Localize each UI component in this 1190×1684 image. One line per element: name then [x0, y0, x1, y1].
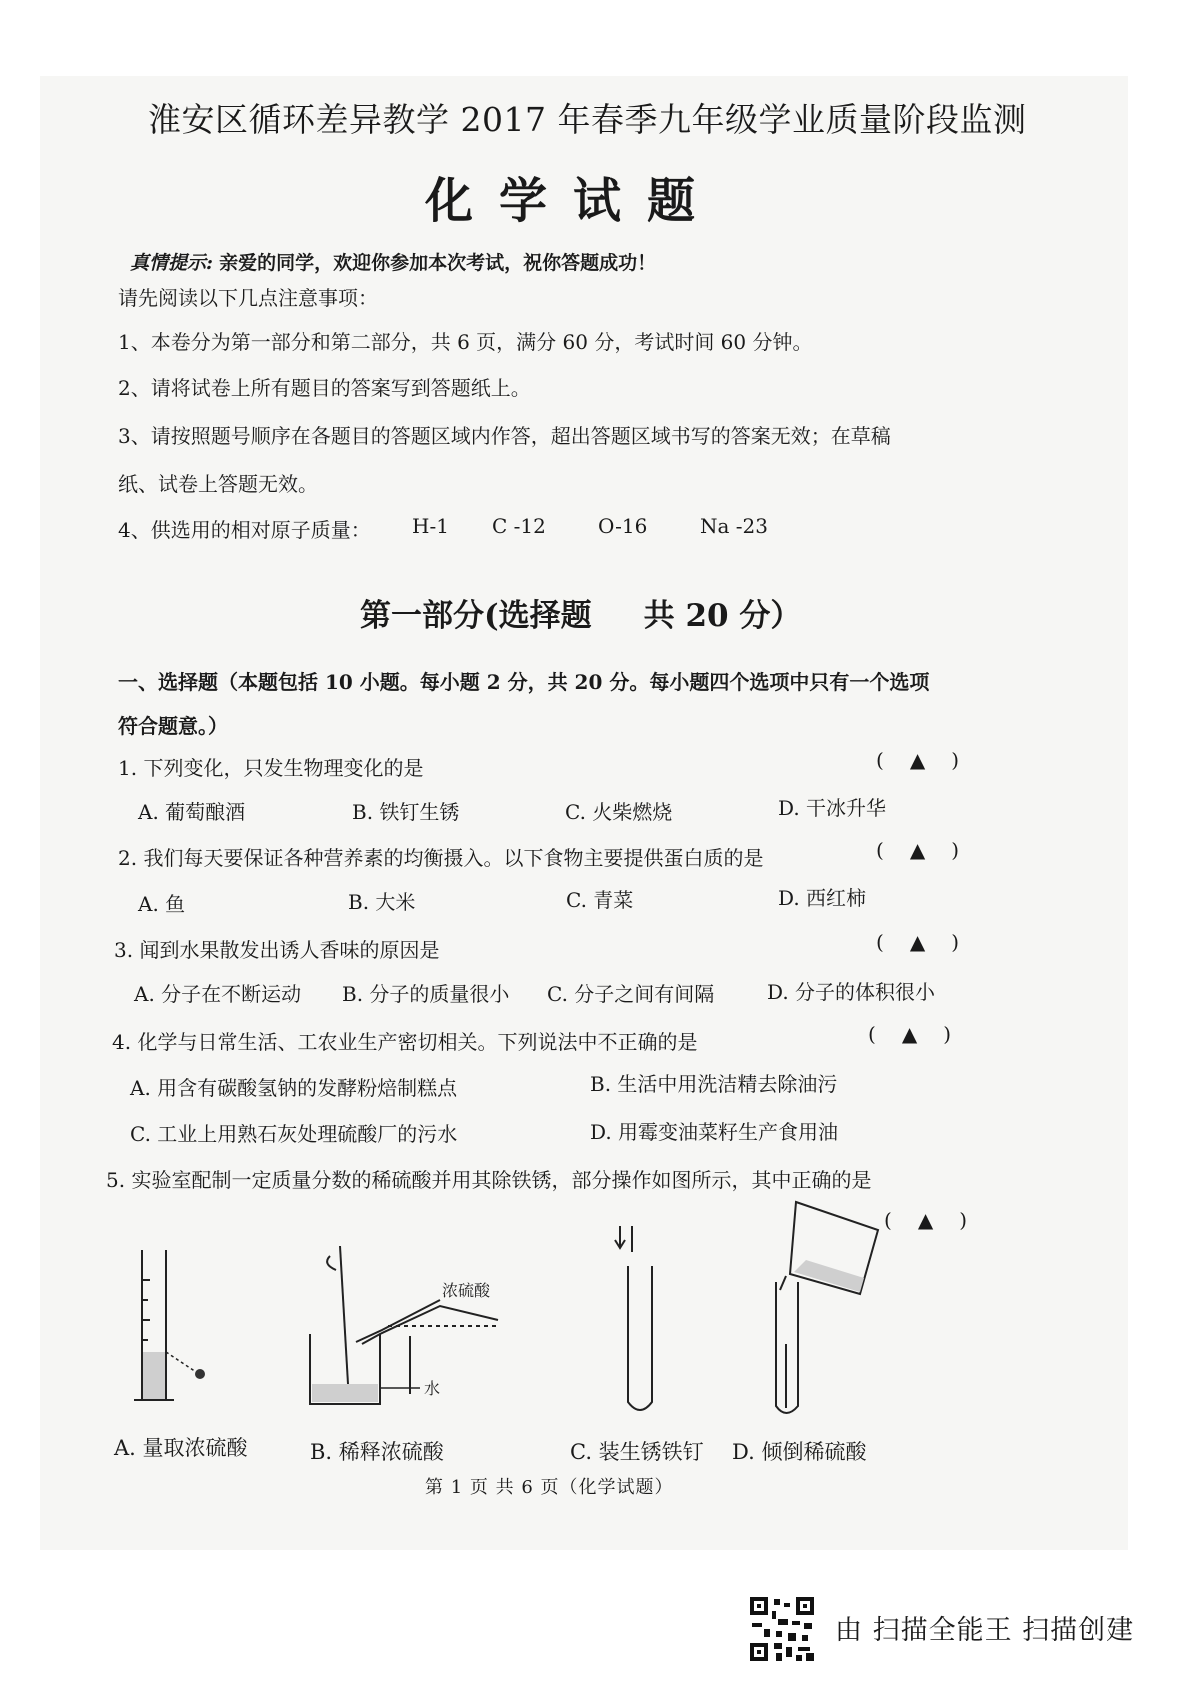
answer-mark-icon: ▲	[917, 1208, 934, 1232]
atomic-mass-c: C -12	[492, 514, 546, 538]
exam-subtitle: 淮安区循环差异教学 2017 年春季九年级学业质量阶段监测	[148, 100, 1027, 139]
atomic-mass-o: O-16	[598, 514, 648, 538]
question-4-option-c: C. 工业上用熟石灰处理硫酸厂的污水	[130, 1122, 458, 1146]
question-1-option-d: D. 干冰升华	[778, 796, 887, 820]
question-3-stem: 3. 闻到水果散发出诱人香味的原因是	[114, 938, 440, 962]
page-footer: 第 1 页 共 6 页（化学试题）	[425, 1477, 674, 1498]
question-3-answer-blank: ( ▲ )	[876, 930, 960, 954]
section-heading	[360, 590, 801, 635]
answer-mark-icon: ▲	[901, 1022, 918, 1046]
notice-item-3: 3、请按照题号顺序在各题目的答题区域内作答，超出答题区域书写的答案无效；在草稿	[118, 424, 891, 448]
figure-b-acid-label: 浓硫酸	[442, 1281, 491, 1300]
question-4-option-d: D. 用霉变油菜籽生产食用油	[590, 1120, 839, 1144]
scanner-watermark: 由 扫描全能王 扫描创建	[835, 1615, 1135, 1646]
figure-d-caption: D. 倾倒稀硫酸	[732, 1440, 867, 1464]
question-4-option-b: B. 生活中用洗洁精去除油污	[590, 1072, 838, 1096]
answer-mark-icon: ▲	[909, 838, 926, 862]
question-2-option-a: A. 鱼	[138, 892, 186, 916]
notice-item-2: 2、请将试卷上所有题目的答案写到答题纸上。	[118, 376, 531, 400]
question-2-answer-blank: ( ▲ )	[876, 838, 960, 862]
figure-d-pouring	[760, 1194, 900, 1424]
question-3-option-d: D. 分子的体积很小	[767, 980, 936, 1004]
question-5-stem: 5. 实验室配制一定质量分数的稀硫酸并用其除铁锈，部分操作如图所示，其中正确的是	[106, 1168, 872, 1192]
tip-text: 亲爱的同学，欢迎你参加本次考试，祝你答题成功！	[219, 252, 657, 274]
exam-title: 化学试题	[425, 173, 722, 229]
answer-mark-icon: ▲	[909, 930, 926, 954]
question-1-option-c: C. 火柴燃烧	[565, 800, 673, 824]
question-1-answer-blank: ( ▲ )	[876, 748, 960, 772]
question-3-option-b: B. 分子的质量很小	[342, 982, 510, 1006]
question-1-option-a: A. 葡萄酿酒	[138, 800, 246, 824]
figure-b-dilution	[300, 1234, 520, 1414]
question-4-stem: 4. 化学与日常生活、工农业生产密切相关。下列说法中不正确的是	[112, 1030, 698, 1054]
tip-line	[130, 248, 656, 275]
notice-item-3-cont: 纸、试卷上答题无效。	[118, 472, 318, 496]
notice-intro: 请先阅读以下几点注意事项：	[118, 286, 378, 310]
question-1-stem: 1. 下列变化，只发生物理变化的是	[118, 756, 424, 780]
question-4-option-a: A. 用含有碳酸氢钠的发酵粉焙制糕点	[130, 1076, 458, 1100]
figure-a-caption: A. 量取浓硫酸	[114, 1436, 248, 1460]
section-score: 共 20 分）	[643, 598, 802, 634]
question-2-option-c: C. 青菜	[566, 888, 634, 912]
atomic-mass-h: H-1	[412, 514, 449, 538]
instructions-line-2: 符合题意。）	[118, 714, 228, 738]
question-2-stem: 2. 我们每天要保证各种营养素的均衡摄入。以下食物主要提供蛋白质的是	[118, 846, 764, 870]
figure-a-measuring-cylinder	[130, 1240, 220, 1410]
atomic-mass-na: Na -23	[700, 514, 768, 538]
question-2-option-d: D. 西红柿	[778, 886, 867, 910]
question-4-answer-blank: ( ▲ )	[868, 1022, 952, 1046]
notice-item-1: 1、本卷分为第一部分和第二部分，共 6 页，满分 60 分，考试时间 60 分钟。	[118, 330, 813, 354]
notice-item-4: 4、供选用的相对原子质量：	[118, 518, 371, 542]
figure-b-caption: B. 稀释浓硫酸	[310, 1440, 444, 1464]
question-1-option-b: B. 铁钉生锈	[352, 800, 460, 824]
question-3-option-c: C. 分子之间有间隔	[547, 982, 715, 1006]
question-3-option-a: A. 分子在不断运动	[134, 982, 302, 1006]
instructions-line-1: 一、选择题（本题包括 10 小题。每小题 2 分，共 20 分。每小题四个选项中只有一个选项	[118, 670, 930, 694]
figure-b-water-label: 水	[424, 1379, 441, 1398]
figure-c-caption: C. 装生锈铁钉	[570, 1440, 704, 1464]
question-5-answer-blank: ( ▲ )	[884, 1208, 968, 1232]
qr-code-icon	[748, 1595, 816, 1663]
figure-c-test-tube	[612, 1222, 672, 1422]
section-title: 第一部分(选择题	[360, 598, 592, 634]
tip-label: 真情提示:	[130, 252, 214, 274]
question-2-option-b: B. 大米	[348, 890, 416, 914]
answer-mark-icon: ▲	[909, 748, 926, 772]
